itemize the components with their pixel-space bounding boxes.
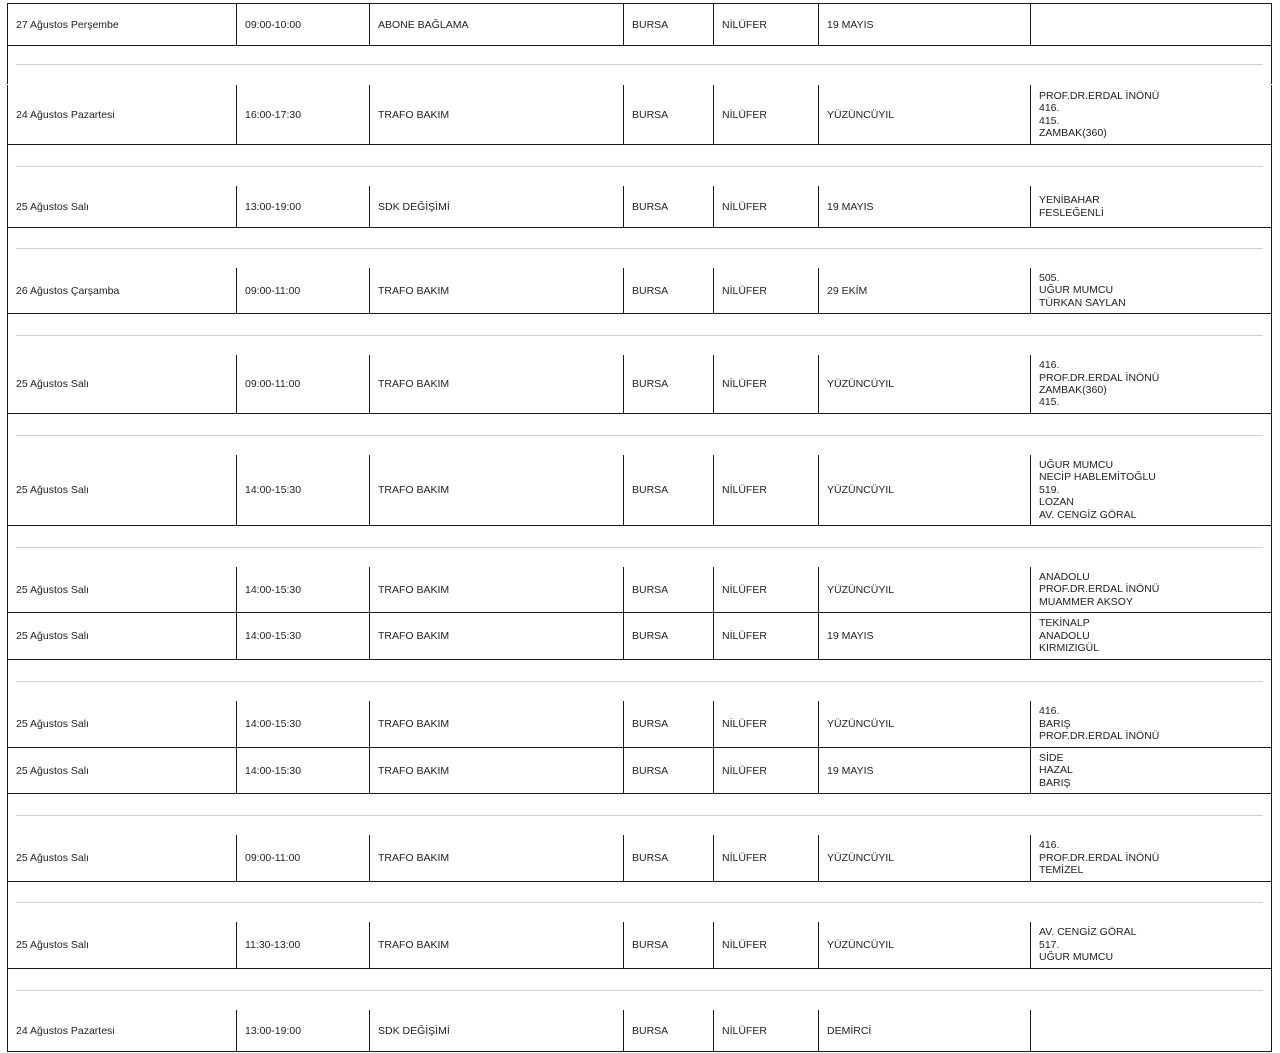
outage-neighborhood: YÜZÜNCÜYIL [819,355,1031,413]
table-row [7,1010,1272,1052]
table-spacer [7,660,1272,701]
table-row [7,3,1272,46]
street-name: PROF.DR.ERDAL İNÖNÜ [1039,851,1160,864]
table-spacer [7,44,1272,84]
outage-city: BURSA [624,455,714,525]
outage-time: 11:30-13:00 [237,922,370,968]
street-name: ZAMBAK(360) [1039,384,1107,396]
outage-city: BURSA [624,613,714,659]
street-name: 519. [1039,483,1060,496]
divider [16,435,1263,436]
outage-neighborhood: 19 MAYIS [819,748,1031,793]
outage-time: 09:00-11:00 [237,268,370,313]
street-name: MUAMMER AKSOY [1039,595,1133,608]
outage-date: 25 Ağustos Salı [8,567,237,612]
street-name: YENİBAHAR [1039,194,1100,207]
outage-city: BURSA [624,567,714,612]
outage-type: TRAFO BAKIM [370,835,624,881]
table-spacer [7,145,1272,186]
divider [16,902,1263,903]
outage-date: 25 Ağustos Salı [8,186,237,227]
table-row [7,567,1272,613]
outage-neighborhood: YÜZÜNCÜYIL [819,455,1031,525]
street-name: LOZAN [1039,496,1075,509]
divider [16,990,1263,991]
street-name: 517. [1039,938,1060,951]
table-row [7,186,1272,228]
outage-neighborhood: YÜZÜNCÜYIL [819,835,1031,881]
outage-district: NİLÜFER [714,4,819,45]
outage-district: NİLÜFER [714,613,819,659]
outage-neighborhood: YÜZÜNCÜYIL [819,922,1031,968]
street-list [1039,359,1159,409]
street-list [1039,752,1073,789]
outage-time: 14:00-15:30 [237,455,370,525]
outage-date: 24 Ağustos Pazartesi [8,1010,237,1051]
outage-time: 14:00-15:30 [237,748,370,793]
outage-city: BURSA [624,922,714,968]
table-row [7,268,1272,314]
outage-type: TRAFO BAKIM [370,85,624,144]
outage-district: NİLÜFER [714,355,819,413]
outage-type: SDK DEĞİŞİMİ [370,1010,624,1051]
outage-type: TRAFO BAKIM [370,268,624,313]
street-list [1039,839,1159,876]
divider [16,681,1263,682]
street-name: 416. [1039,102,1060,115]
outage-time: 09:00-10:00 [237,4,370,45]
street-list [1039,571,1159,608]
outage-time: 09:00-11:00 [237,835,370,881]
outage-district: NİLÜFER [714,835,819,881]
outage-neighborhood: YÜZÜNCÜYIL [819,567,1031,612]
outage-date: 25 Ağustos Salı [8,922,237,968]
outage-time: 14:00-15:30 [237,613,370,659]
street-name: UĞUR MUMCU [1039,951,1114,964]
street-list [1039,194,1104,219]
street-name: HAZAL [1039,764,1073,777]
divider [16,248,1263,249]
outage-streets [1031,268,1271,313]
outage-neighborhood: 19 MAYIS [819,613,1031,659]
street-list [1039,705,1159,742]
table-row [7,835,1272,882]
outage-district: NİLÜFER [714,1010,819,1051]
outage-district: NİLÜFER [714,567,819,612]
divider [16,166,1263,167]
outage-city: BURSA [624,701,714,747]
street-name: ZAMBAK(360) [1039,126,1107,139]
outage-neighborhood: YÜZÜNCÜYIL [819,85,1031,144]
table-row [7,922,1272,969]
outage-type: TRAFO BAKIM [370,922,624,968]
table-row [7,455,1272,526]
table-row [7,701,1272,748]
street-name: TEKİNALP [1039,617,1090,630]
street-name: UĞUR MUMCU [1039,458,1114,471]
street-name: BARIŞ [1039,776,1071,789]
table-spacer [7,228,1272,268]
outage-neighborhood: 29 EKİM [819,268,1031,313]
street-name: FESLEĞENLİ [1039,206,1104,219]
street-name: 415. [1039,396,1060,409]
outage-city: BURSA [624,85,714,144]
street-name: 505. [1039,271,1060,284]
outage-time: 09:00-11:00 [237,355,370,413]
outage-date: 25 Ağustos Salı [8,455,237,525]
table-row [7,748,1272,794]
outage-type: TRAFO BAKIM [370,748,624,793]
outage-time: 16:00-17:30 [237,85,370,144]
street-name: NECİP HABLEMİTOĞLU [1039,471,1156,484]
outage-city: BURSA [624,4,714,45]
street-name: PROF.DR.ERDAL İNÖNÜ [1039,371,1160,384]
outage-date: 25 Ağustos Salı [8,701,237,747]
outage-streets [1031,835,1271,881]
outage-streets [1031,748,1271,793]
outage-date: 26 Ağustos Çarşamba [8,268,237,313]
outage-type: TRAFO BAKIM [370,355,624,413]
outage-district: NİLÜFER [714,701,819,747]
outage-streets [1031,613,1271,659]
street-list [1039,272,1126,309]
outage-type: TRAFO BAKIM [370,455,624,525]
outage-district: NİLÜFER [714,186,819,227]
table-spacer [7,314,1272,355]
table-spacer [7,882,1272,922]
outage-city: BURSA [624,186,714,227]
outage-neighborhood: YÜZÜNCÜYIL [819,701,1031,747]
outage-date: 27 Ağustos Perşembe [8,4,237,45]
outage-type: SDK DEĞİŞİMİ [370,186,624,227]
table-row [7,85,1272,145]
outage-type: TRAFO BAKIM [370,701,624,747]
outage-neighborhood: DEMİRCİ [819,1010,1031,1051]
street-name: PROF.DR.ERDAL İNÖNÜ [1039,583,1160,596]
outage-district: NİLÜFER [714,748,819,793]
outage-type: TRAFO BAKIM [370,567,624,612]
table-spacer [7,414,1272,455]
outage-streets [1031,85,1271,144]
outage-time: 14:00-15:30 [237,567,370,612]
street-list [1039,926,1136,963]
outage-streets [1031,186,1271,227]
table-row [7,613,1272,660]
street-name: BARIŞ [1039,717,1071,730]
outage-streets [1031,567,1271,612]
street-name: KIRMIZIGÜL [1039,642,1100,655]
outage-district: NİLÜFER [714,922,819,968]
street-name: PROF.DR.ERDAL İNÖNÜ [1039,89,1160,102]
divider [16,547,1263,548]
street-list [1039,90,1159,140]
street-list [1039,459,1156,521]
divider [16,64,1263,65]
outage-date: 24 Ağustos Pazartesi [8,85,237,144]
street-name: 416. [1039,839,1060,852]
divider [16,335,1263,336]
outage-streets [1031,701,1271,747]
outage-city: BURSA [624,268,714,313]
outage-neighborhood: 19 MAYIS [819,4,1031,45]
street-name: 416. [1039,359,1060,372]
outage-date: 25 Ağustos Salı [8,613,237,659]
outage-time: 13:00-19:00 [237,1010,370,1051]
outage-city: BURSA [624,748,714,793]
outage-district: NİLÜFER [714,85,819,144]
outage-streets [1031,4,1271,45]
street-name: 416. [1039,705,1060,718]
outage-time: 14:00-15:30 [237,701,370,747]
street-name: AV. CENGİZ GÖRAL [1039,508,1137,521]
outage-streets [1031,355,1271,413]
outage-city: BURSA [624,1010,714,1051]
table-row [7,355,1272,414]
street-name: TÜRKAN SAYLAN [1039,296,1126,309]
outage-city: BURSA [624,355,714,413]
outage-date: 25 Ağustos Salı [8,748,237,793]
street-name: ANADOLU [1039,629,1090,642]
outage-district: NİLÜFER [714,455,819,525]
table-spacer [7,526,1272,567]
table-spacer [7,794,1272,835]
street-name: ANADOLU [1039,570,1090,583]
outage-streets [1031,1010,1271,1051]
outage-type: TRAFO BAKIM [370,613,624,659]
street-name: UĞUR MUMCU [1039,284,1114,297]
divider [16,815,1263,816]
street-name: PROF.DR.ERDAL İNÖNÜ [1039,730,1160,743]
street-list [1039,617,1099,654]
outage-time: 13:00-19:00 [237,186,370,227]
outage-streets [1031,455,1271,525]
outage-neighborhood: 19 MAYIS [819,186,1031,227]
street-name: AV. CENGİZ GÖRAL [1039,926,1137,939]
outage-district: NİLÜFER [714,268,819,313]
street-name: TEMİZEL [1039,864,1084,877]
outage-city: BURSA [624,835,714,881]
table-spacer [7,969,1272,1010]
outage-type: ABONE BAĞLAMA [370,4,624,45]
outage-date: 25 Ağustos Salı [8,355,237,413]
street-name: 415. [1039,114,1060,127]
outage-date: 25 Ağustos Salı [8,835,237,881]
street-name: SİDE [1039,751,1064,764]
outage-streets [1031,922,1271,968]
